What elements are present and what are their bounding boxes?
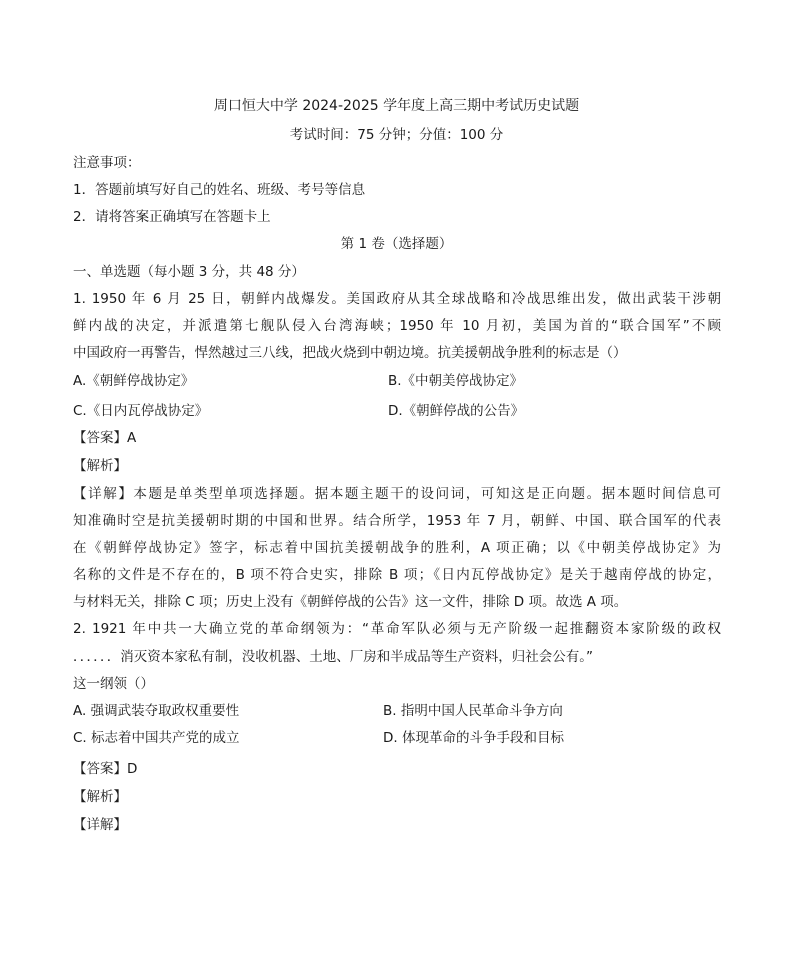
question-1-detail-line: 知准确时空是抗美援朝时期的中国和世界。结合所学，1953 年 7 月，朝鲜、中国、联合国军的代表	[73, 513, 721, 529]
question-2-option-b: B. 指明中国人民革命斗争方向	[383, 703, 563, 719]
question-2-stem-line: 2. 1921 年中共一大确立党的革命纲领为：“革命军队必须与无产阶级一起推翻资本家阶级的政权	[73, 621, 721, 637]
note-item: 1．答题前填写好自己的姓名、班级、考号等信息	[73, 182, 366, 198]
question-2-analysis: 【解析】	[73, 789, 127, 805]
question-1-option-c: C.《日内瓦停战协定》	[73, 403, 209, 419]
question-2-detail-line: 【详解】	[73, 817, 127, 833]
question-2-stem-line: 这一纲领（）	[73, 676, 154, 692]
question-1-option-d: D.《朝鲜停战的公告》	[388, 403, 525, 419]
notes-heading: 注意事项：	[73, 155, 141, 171]
note-item: 2．请将答案正确填写在答题卡上	[73, 209, 271, 225]
question-2-stem-line: ．．．．．．消灭资本家私有制，没收机器、土地、厂房和半成品等生产资料，归社会公有。”	[73, 649, 593, 665]
question-1-detail-line: 【详解】本题是单类型单项选择题。据本题主题干的设问词，可知这是正向题。据本题时间信息可	[73, 486, 721, 502]
volume-title: 第 1 卷（选择题）	[340, 236, 453, 252]
question-1-option-a: A.《朝鲜停战协定》	[73, 373, 195, 389]
question-2-option-c: C. 标志着中国共产党的成立	[73, 730, 240, 746]
question-2-option-a: A. 强调武装夺取政权重要性	[73, 703, 240, 719]
question-1-detail-line: 在《朝鲜停战协定》签字，标志着中国抗美援朝战争的胜利，A 项正确；以《中朝美停战协定》为	[73, 540, 721, 556]
question-1-stem-line: 1. 1950 年 6 月 25 日，朝鲜内战爆发。美国政府从其全球战略和冷战思维出发，做出武装干涉朝	[73, 291, 721, 307]
exam-info: 考试时间：75 分钟；分值：100 分	[289, 127, 504, 143]
exam-title: 周口恒大中学 2024-2025 学年度上高三期中考试历史试题	[213, 98, 580, 114]
question-1-analysis: 【解析】	[73, 458, 127, 474]
question-2-option-d: D. 体现革命的斗争手段和目标	[383, 730, 564, 746]
question-1-detail-line: 名称的文件是不存在的，B 项不符合史实，排除 B 项；《日内瓦停战协定》是关于越南停战的协定，	[73, 567, 721, 583]
question-2-answer: 【答案】D	[73, 761, 138, 777]
question-1-option-b: B.《中朝美停战协定》	[388, 373, 524, 389]
question-1-stem-line: 中国政府一再警告，悍然越过三八线，把战火烧到中朝边境。抗美援朝战争胜利的标志是（）	[73, 345, 627, 361]
section-title: 一、单选题（每小题 3 分，共 48 分）	[73, 264, 305, 280]
question-1-stem-line: 鲜内战的决定，并派遣第七舰队侵入台湾海峡；1950 年 10 月初，美国为首的“联合国军”不顾	[73, 318, 721, 334]
question-1-answer: 【答案】A	[73, 430, 137, 446]
question-1-detail-line: 与材料无关，排除 C 项；历史上没有《朝鲜停战的公告》这一文件，排除 D 项。故选 A 项。	[73, 594, 628, 610]
